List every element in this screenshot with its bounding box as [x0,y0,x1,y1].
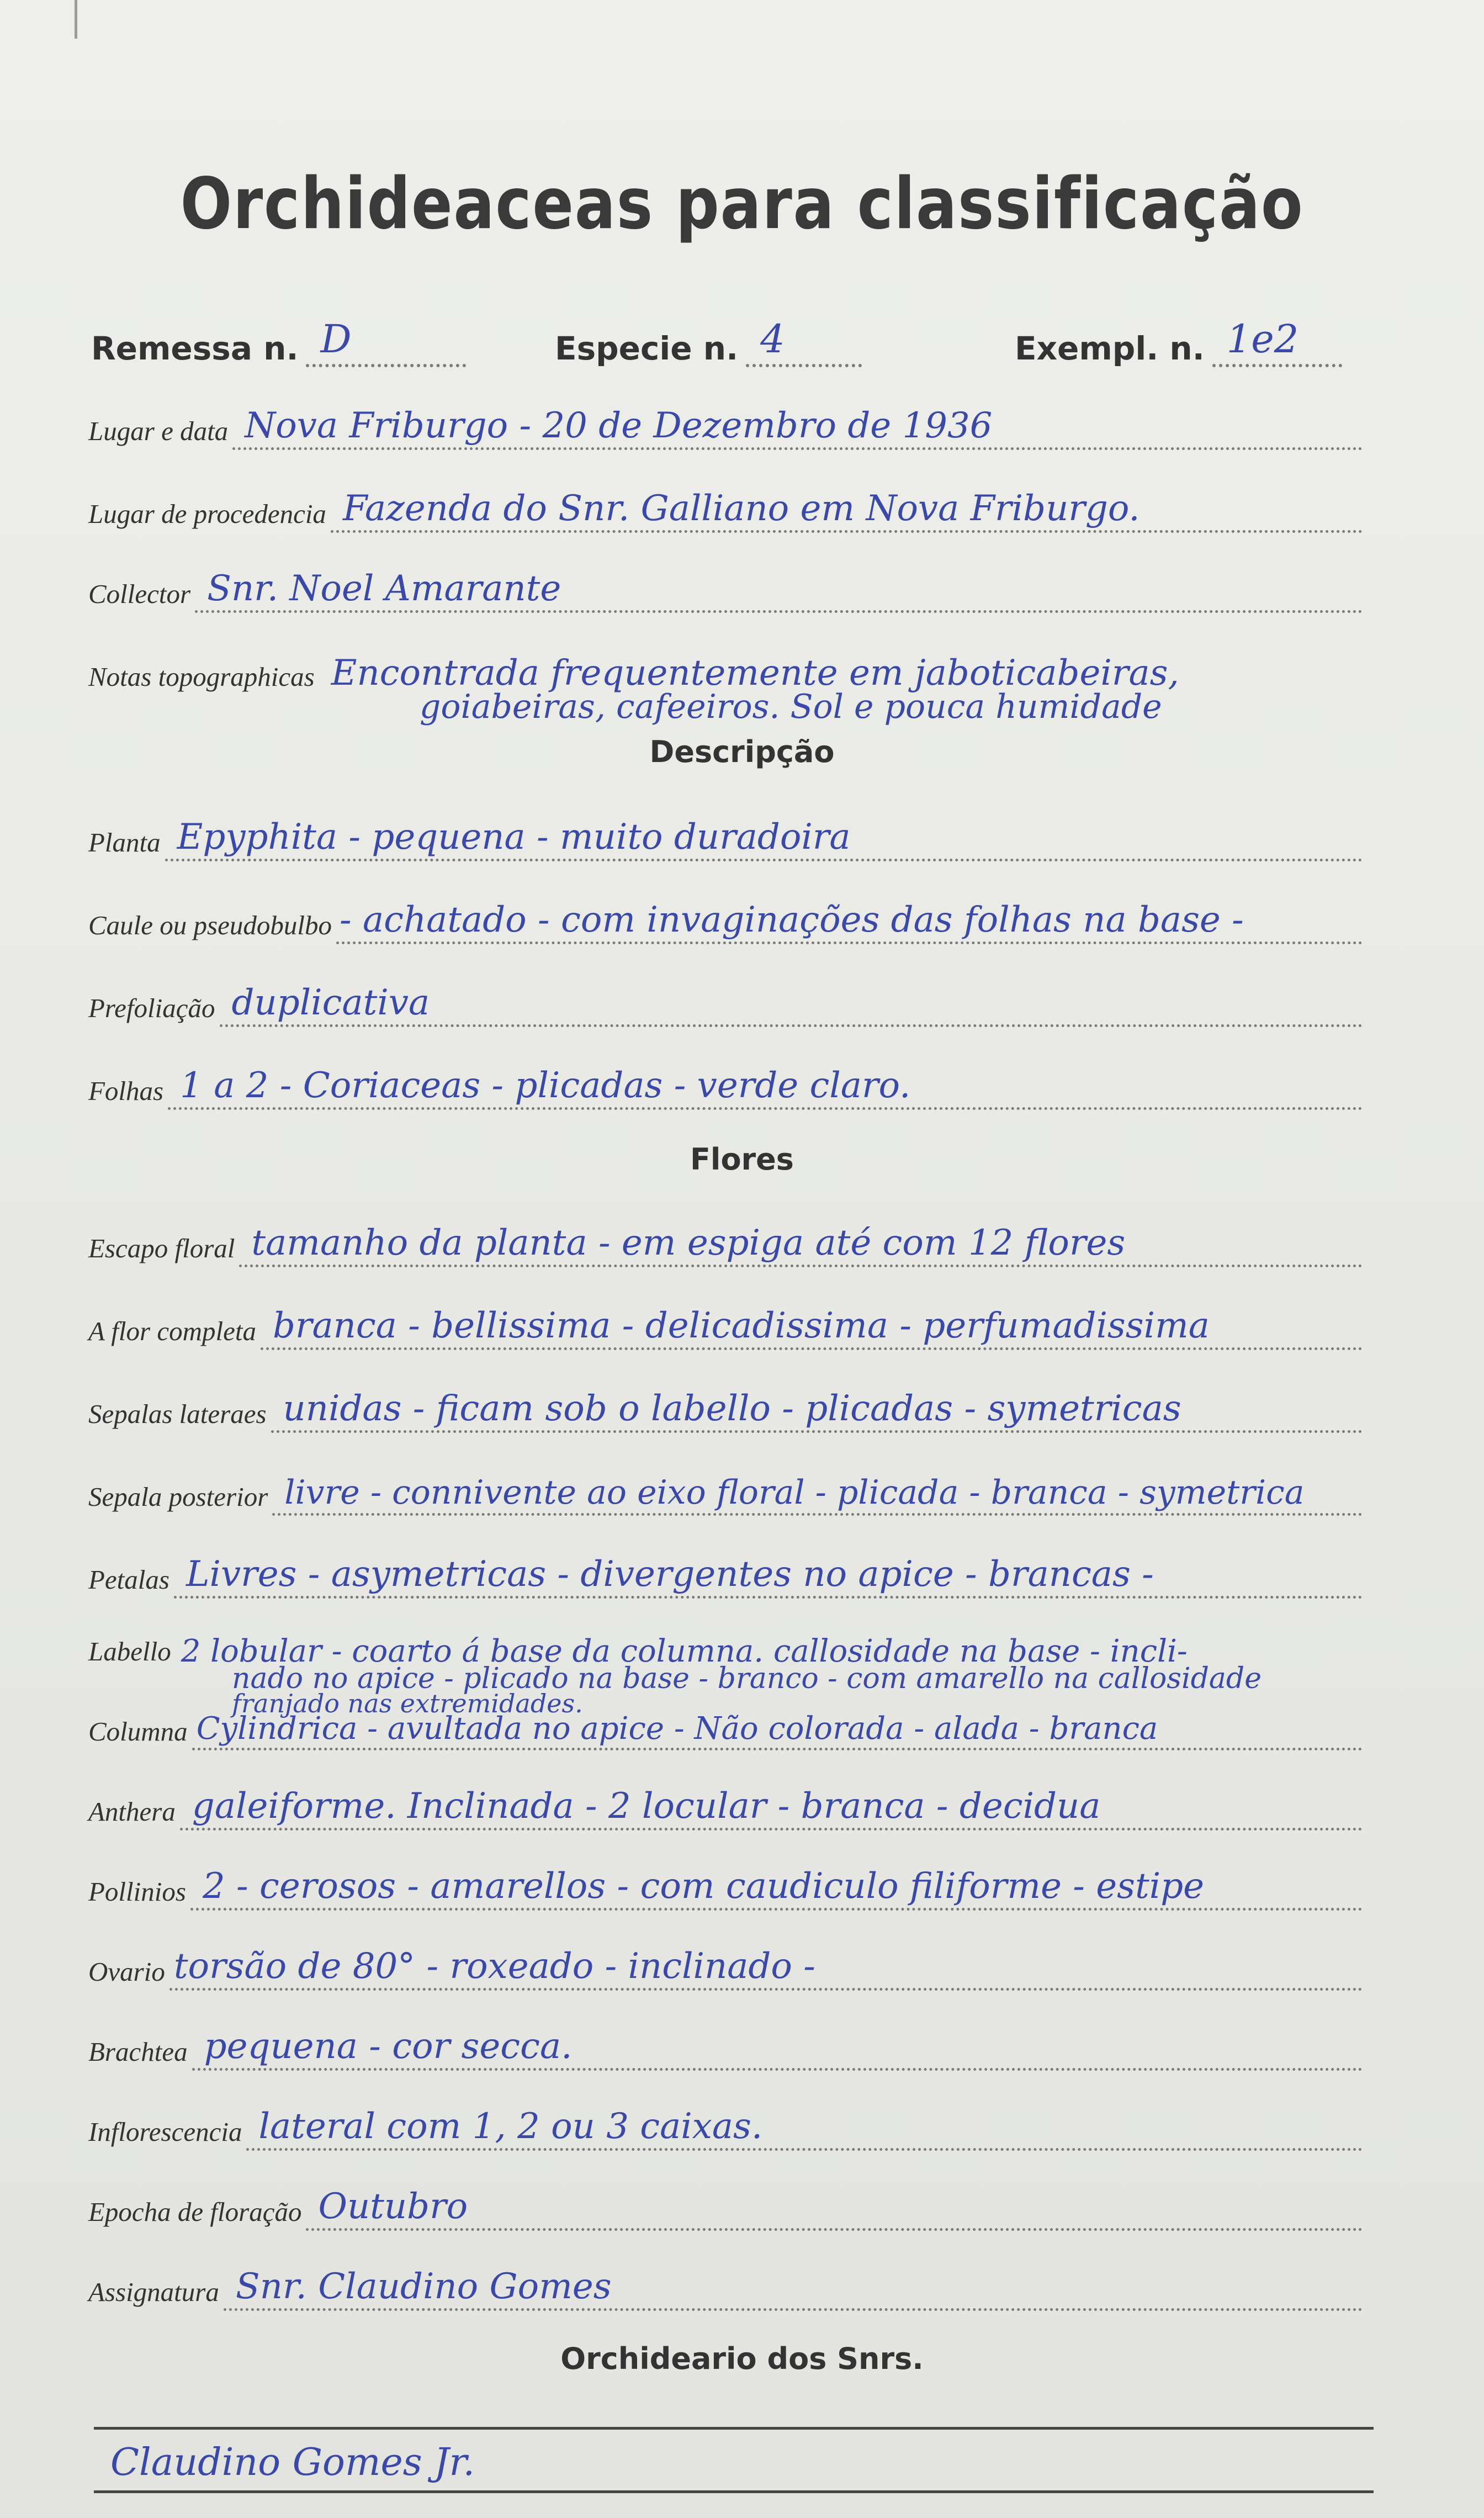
epocha-label: Epocha de floração [88,2197,302,2227]
caule-field [88,900,1363,944]
orchideario-value: Claudino Gomes Jr. [110,2441,475,2484]
labello-value-line3: franjado nas extremidades. [232,1689,583,1718]
sepala-post-label: Sepala posterior [88,1482,268,1512]
caule-line [336,897,1363,944]
escapo-label: Escapo floral [88,1233,235,1263]
planta-label: Planta [88,827,161,858]
signature-line-top [94,2427,1374,2430]
pollinios-value: 2 - cerosos - amarellos - com caudiculo filiforme - estipe [202,1866,1204,1907]
procedencia-field [88,489,1363,533]
folhas-line [168,1063,1363,1110]
assignatura-field [88,2267,1363,2311]
brachtea-field [88,2027,1363,2071]
collector-line [195,566,1363,613]
escapo-value: tamanho da planta - em espiga até com 12 flores [251,1223,1126,1263]
orchideario-label: Orchideario dos Snrs. [560,2341,924,2376]
labello-value-line2: nado no apice - plicado na base - branco - com amarello na callosidade [232,1662,1262,1695]
brachtea-label: Brachtea [88,2036,188,2067]
anthera-field [88,1786,1363,1831]
escapo-field [88,1223,1363,1267]
assignatura-label: Assignatura [88,2277,219,2307]
lugar-data-field [88,406,1363,450]
procedencia-line [331,486,1363,533]
labello-label: Labello [88,1636,171,1667]
epocha-field [88,2187,1363,2231]
ovario-value: torsão de 80° - roxeado - inclinado - [173,1946,815,1987]
assignatura-value: Snr. Claudino Gomes [235,2266,612,2307]
flor-completa-line [261,1303,1363,1350]
petalas-field [88,1554,1363,1599]
escapo-line [239,1220,1363,1267]
sepalas-lat-line [271,1386,1363,1433]
flor-completa-value: branca - bellissima - delicadissima - perfumadissima [272,1305,1210,1346]
caule-value: - achatado - com invaginações das folhas na base - [339,900,1244,940]
remessa-value-line [306,316,466,367]
sepala-post-value: livre - connivente ao eixo floral - plicada - branca - symetrica [284,1473,1305,1512]
petalas-value: Livres - asymetricas - divergentes no apice - brancas - [186,1554,1154,1595]
collector-field [88,569,1363,613]
flores-heading: Flores [690,1142,794,1177]
collector-value: Snr. Noel Amarante [207,568,561,609]
petalas-line [174,1552,1363,1599]
prefoliacao-value: duplicativa [231,982,430,1023]
anthera-value: galeiforme. Inclinada - 2 locular - branca - decidua [192,1786,1101,1827]
collector-label: Collector [88,579,191,609]
sepalas-lat-value: unidas - ficam sob o labello - plicadas - symetricas [283,1388,1181,1429]
procedencia-label: Lugar de procedencia [88,499,326,529]
lugar-data-line [232,403,1363,450]
anthera-label: Anthera [88,1796,176,1827]
exempl-label: Exempl. n. [1015,330,1205,367]
flor-completa-field [88,1306,1363,1350]
exempl-field [1015,316,1342,367]
ovario-line [169,1944,1363,1991]
columna-label: Columna [88,1716,188,1747]
notas-label: Notas topographicas [88,662,315,692]
planta-line [165,814,1363,861]
procedencia-value: Fazenda do Snr. Galliano em Nova Friburgo. [342,488,1140,529]
descripcao-heading: Descripção [649,734,835,769]
labello-value-line1: 2 lobular - coarto á base da columna. callosidade na base - incli- [181,1633,1188,1669]
remessa-label: Remessa n. [91,330,299,367]
planta-value: Epyphita - pequena - muito duradoira [177,817,851,858]
brachtea-value: pequena - cor secca. [204,2026,573,2067]
infloresc-field [88,2107,1363,2151]
sepalas-lat-label: Sepalas lateraes [88,1399,267,1429]
especie-value-line [746,316,862,367]
prefoliacao-line [220,980,1363,1027]
notas-value-line2: goiabeiras, cafeeiros. Sol e pouca humidade [420,687,1162,726]
form-title: Orchideaceas para classificação [180,163,1304,245]
infloresc-label: Inflorescencia [88,2117,242,2147]
folhas-field [88,1066,1363,1110]
exempl-value: 1e2 [1226,316,1299,362]
pollinios-field [88,1866,1363,1911]
exempl-value-line [1212,316,1342,367]
especie-field [555,316,862,367]
prefoliacao-field [88,983,1363,1027]
especie-value: 4 [760,316,785,362]
notas-value-line1: Encontrada frequentemente em jaboticabeiras, [331,653,1179,694]
lugar-data-label: Lugar e data [88,416,229,446]
anthera-line [180,1784,1363,1831]
infloresc-line [246,2104,1363,2151]
page-edge-mark [75,0,77,39]
caule-label: Caule ou pseudobulbo [88,910,332,940]
petalas-label: Petalas [88,1564,169,1595]
remessa-field [91,316,466,367]
epocha-line [306,2184,1363,2231]
columna-field [88,1706,1363,1750]
infloresc-value: lateral com 1, 2 ou 3 caixas. [258,2106,763,2147]
folhas-label: Folhas [88,1076,164,1106]
prefoliacao-label: Prefoliação [88,993,215,1023]
epocha-value: Outubro [318,2186,468,2227]
lugar-data-value: Nova Friburgo - 20 de Dezembro de 1936 [245,405,993,446]
brachtea-line [192,2024,1363,2071]
ovario-field [88,1946,1363,1991]
ovario-label: Ovario [88,1956,165,1987]
sepalas-lat-field [88,1389,1363,1433]
columna-line [192,1704,1363,1750]
especie-label: Especie n. [555,330,739,367]
assignatura-line [224,2264,1363,2311]
pollinios-line [190,1864,1363,1911]
folhas-value: 1 a 2 - Coriaceas - plicadas - verde claro. [180,1065,911,1106]
columna-value: Cylindrica - avultada no apice - Não colorada - alada - branca [196,1711,1158,1747]
planta-field [88,817,1363,861]
signature-line-bottom [94,2490,1374,2493]
pollinios-label: Pollinios [88,1876,186,1907]
remessa-value: D [320,316,352,362]
flor-completa-label: A flor completa [88,1316,256,1346]
sepala-post-field [88,1472,1363,1516]
sepala-post-line [272,1469,1363,1516]
